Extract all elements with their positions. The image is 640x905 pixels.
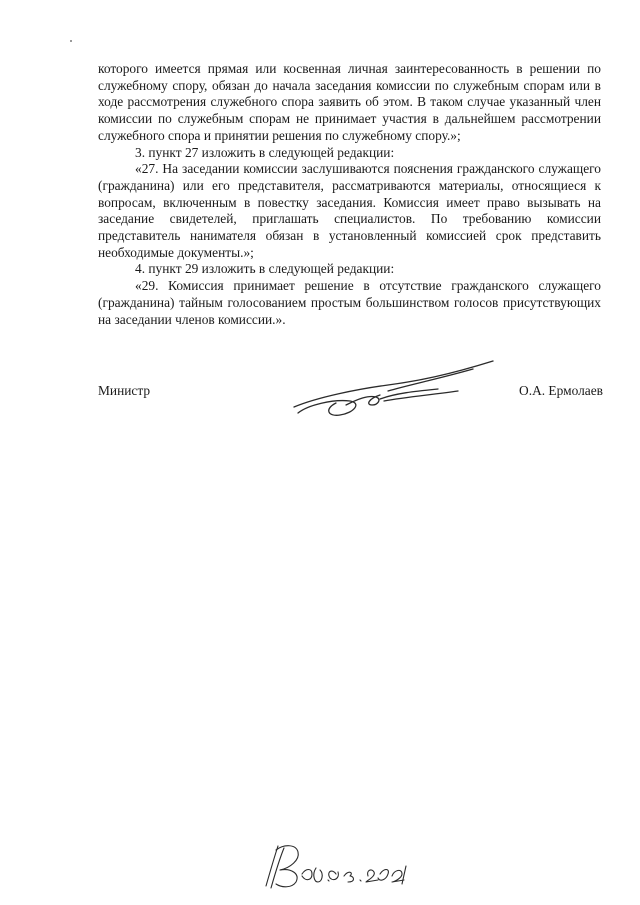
handwritten-visa-date <box>262 838 412 894</box>
signatory-role: Министр <box>98 383 151 398</box>
document-body <box>98 61 601 328</box>
paragraph-item-3: 3. пункт 27 изложить в следующей редакции: <box>135 144 395 160</box>
paragraph-clause-29: «29. Комиссия принимает решение в отсутствие гражданского служащего (гражданина) тайным голосованием простым большинством голосов присутствующих на заседании членов комиссии.». <box>98 278 601 327</box>
paragraph-clause-27: «27. На заседании комиссии заслушиваются пояснения гражданского служащего (гражданина) или его представителя, рассматриваются материалы, относящиеся к вопросам, включенным в повестку заседания. Комиссия имеет право вызывать на заседание свидетелей, приглашать специалистов. По требованию комиссии представитель нанимателя обязан в установленный комиссией срок представить необходимые документы.»; <box>98 161 601 260</box>
scan-artifact <box>70 40 72 42</box>
paragraph-item-4: 4. пункт 29 изложить в следующей редакции: <box>135 261 395 277</box>
handwritten-signature <box>288 355 498 425</box>
signatory-name: О.А. Ермолаев <box>519 383 603 398</box>
paragraph-continuation: которого имеется прямая или косвенная личная заинтересованность в решении по служебному спору, обязан до начала заседания комиссии по служебным спорам или в ходе рассмотрения служебного спора заявить об этом. В таком случае указанный член комиссии по служебным спорам не принимает участия в дальнейшем рассмотрении служебного спора и принятии решения по служебному спору.»; <box>98 61 601 143</box>
signature-block <box>98 377 603 417</box>
